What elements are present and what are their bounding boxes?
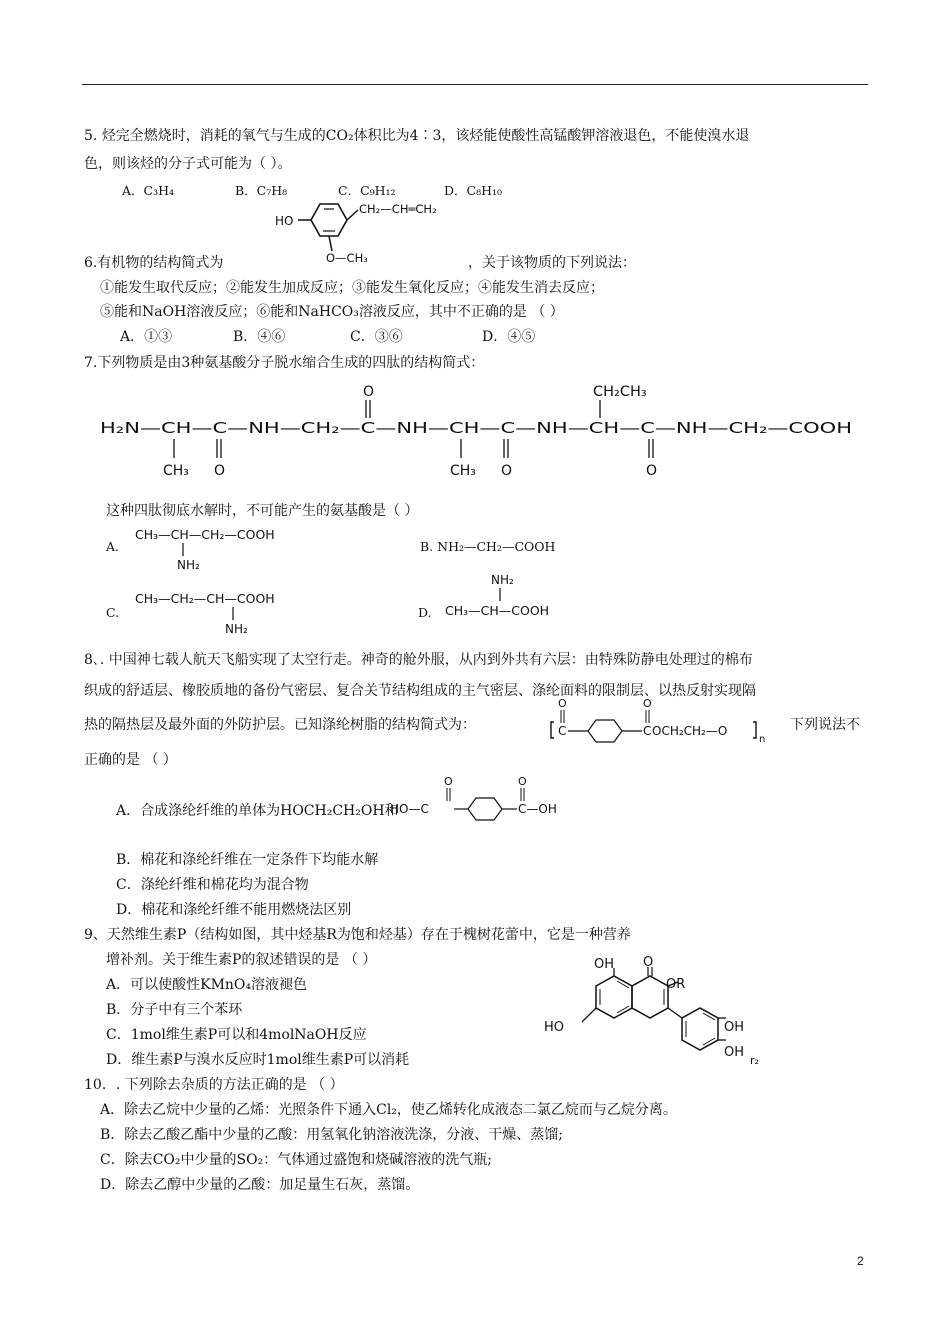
q9-struct-frag: r₂	[750, 1054, 759, 1067]
q5-option-b: B．C₇H₈	[235, 183, 288, 198]
q9-vitamin-p-structure	[540, 956, 780, 1068]
q7-option-c-formula	[135, 590, 325, 638]
q7-o-lower-2: O	[501, 463, 513, 479]
q6-structure-diagram	[272, 196, 472, 268]
q6-struct-och3: O—CH₃	[326, 251, 368, 265]
q7-option-d-label: D.	[418, 605, 432, 620]
q6-struct-chain: CH₂—CH═CH₂	[359, 202, 437, 216]
q10-stem: 10．. 下列除去杂质的方法正确的是 （ ）	[84, 1077, 344, 1093]
q7-main-chain: H₂N—CH—C—NH—CH₂—C—NH—CH—C—NH—CH—C—NH—CH₂—COOH	[100, 419, 852, 437]
q7-o-lower-1: O	[214, 463, 226, 479]
q8-option-b: B．棉花和涤纶纤维在一定条件下均能水解	[116, 852, 379, 868]
q9-option-c: C．1mol维生素P可以和4molNaOH反应	[106, 1027, 367, 1043]
q6-line3: ⑤能和NaOH溶液反应；⑥能和NaHCO₃溶液反应，其中不正确的是 （ ）	[100, 304, 564, 320]
q8-polymer-c1: C	[558, 724, 567, 738]
q9-struct-ho: HO	[544, 1020, 565, 1035]
q6-option-d: D．④⑤	[482, 329, 536, 345]
q6-option-a: A．①③	[120, 329, 173, 345]
q10-option-d: D．除去乙醇中少量的乙酸：加足量生石灰，蒸馏。	[100, 1177, 420, 1193]
q5-option-a: A．C₃H₄	[122, 183, 175, 198]
q7-option-d-formula	[445, 570, 605, 620]
q7-tetrapeptide-diagram	[100, 378, 860, 482]
q7-o-lower-3: O	[646, 463, 658, 479]
q8-line3b: 下列说法不	[790, 717, 860, 733]
header-rule	[82, 84, 868, 85]
q7-question: 这种四肽彻底水解时，不可能产生的氨基酸是（ ）	[106, 503, 419, 519]
q6-line2: ①能发生取代反应；②能发生加成反应；③能发生氧化反应；④能发生消去反应；	[100, 280, 604, 296]
q7-sub-ch2ch3: CH₂CH₃	[593, 384, 647, 400]
q10-option-a: A．除去乙烷中少量的乙烯：光照条件下通入Cl₂，使乙烯转化成液态二氯乙烷而与乙烷分离。	[100, 1102, 677, 1118]
q9-line2: 增补剂。关于维生素P的叙述错误的是 （ ）	[106, 952, 377, 968]
q7-option-c-chain: CH₃—CH₂—CH—COOH	[135, 591, 275, 606]
q10-option-c: C．除去CO₂中少量的SO₂：气体通过盛饱和烧碱溶液的洗气瓶;	[100, 1152, 492, 1168]
q7-option-d-chain: CH₃—CH—COOH	[445, 603, 550, 618]
q7-option-c-label: C.	[106, 605, 120, 620]
q8-opt-a-coh: C—OH	[518, 802, 557, 816]
q7-option-a-formula	[135, 526, 325, 574]
q6-struct-ho: HO	[275, 214, 294, 228]
q8-opt-a-hoc: HO—C	[390, 802, 429, 816]
q8-opt-a-o2: O	[518, 775, 527, 788]
q8-line1: 8､. 中国神七载人航天飞船实现了太空行走。神奇的舱外服，从内到外共有六层：由特殊防静电处理过的棉布	[84, 652, 753, 668]
q7-o-upper-1: O	[363, 384, 375, 400]
q6-stem-b: ，关于该物质的下列说法：	[468, 255, 636, 271]
q9-option-b: B．分子中有三个苯环	[106, 1002, 243, 1018]
q7-option-c-sub: NH₂	[225, 622, 248, 636]
q8-polymer-structure	[548, 694, 788, 744]
q7-option-a-sub: NH₂	[177, 558, 200, 572]
q8-line3a: 热的隔热层及最外面的外防护层。已知涤纶树脂的结构简式为：	[84, 717, 476, 733]
q8-opt-a-o1: O	[444, 775, 453, 788]
q5-line1: 5. 烃完全燃烧时，消耗的氧气与生成的CO₂体积比为4∶3，该烃能使酸性高锰酸钾溶液退色，不能使溴水退	[84, 128, 750, 144]
q8-polymer-c2: C	[643, 724, 652, 738]
q7-option-b: B. NH₂—CH₂—COOH	[420, 539, 556, 554]
q6-option-c: C．③⑥	[350, 329, 403, 345]
q7-option-d-sub: NH₂	[491, 573, 514, 587]
q7-sub-ch3-2: CH₃	[450, 463, 476, 479]
q9-line1: 9、天然维生素P（结构如图，其中烃基R为饱和烃基）存在于槐树花蕾中，它是一种营养	[84, 927, 631, 943]
q8-option-a: A．合成涤纶纤维的单体为HOCH₂CH₂OH和	[116, 803, 399, 819]
q9-struct-oh1: OH	[724, 1020, 745, 1035]
q7-option-a-label: A.	[106, 539, 120, 554]
q5-line2: 色，则该烃的分子式可能为（ ）。	[84, 156, 292, 172]
q8-option-c: C．涤纶纤维和棉花均为混合物	[116, 877, 309, 893]
q6-stem-a: 6.有机物的结构简式为	[84, 255, 224, 271]
q7-option-a-chain: CH₃—CH—CH₂—COOH	[135, 527, 275, 542]
q8-line4: 正确的是 （ ）	[84, 752, 177, 768]
q8-polymer-o1: O	[558, 697, 567, 710]
q9-struct-or: OR	[666, 977, 686, 992]
q8-polymer-n: n	[759, 734, 766, 745]
q7-sub-ch3-1: CH₃	[163, 463, 189, 479]
q8-polymer-tail: OCH₂CH₂—O	[652, 724, 728, 738]
q9-struct-oh-top: OH	[594, 957, 615, 972]
page-number: 2	[857, 1254, 864, 1268]
q6-option-b: B．④⑥	[233, 329, 286, 345]
q8-polymer-o2: O	[643, 697, 652, 710]
q8-option-a-structure	[390, 772, 580, 824]
q5-option-d: D．C₈H₁₀	[444, 183, 503, 198]
q9-struct-oh2: OH	[724, 1045, 745, 1060]
q7-stem: 7.下列物质是由3种氨基酸分子脱水缩合生成的四肽的结构简式：	[84, 355, 485, 371]
q10-option-b: B．除去乙酸乙酯中少量的乙酸：用氢氧化钠溶液洗涤，分液、干燥、蒸馏;	[100, 1127, 564, 1143]
q8-line2: 织成的舒适层、橡胶质地的备份气密层、复合关节结构组成的主气密层、涤纶面料的限制层、以热反射实现隔	[84, 683, 756, 699]
q8-option-d: D．棉花和涤纶纤维不能用燃烧法区别	[116, 902, 352, 918]
q9-option-d: D．维生素P与溴水反应时1mol维生素P可以消耗	[106, 1052, 410, 1068]
q9-option-a: A．可以使酸性KMnO₄溶液褪色	[106, 977, 308, 993]
q5-option-c: C．C₉H₁₂	[338, 183, 396, 198]
q9-struct-o-top: O	[643, 955, 654, 970]
